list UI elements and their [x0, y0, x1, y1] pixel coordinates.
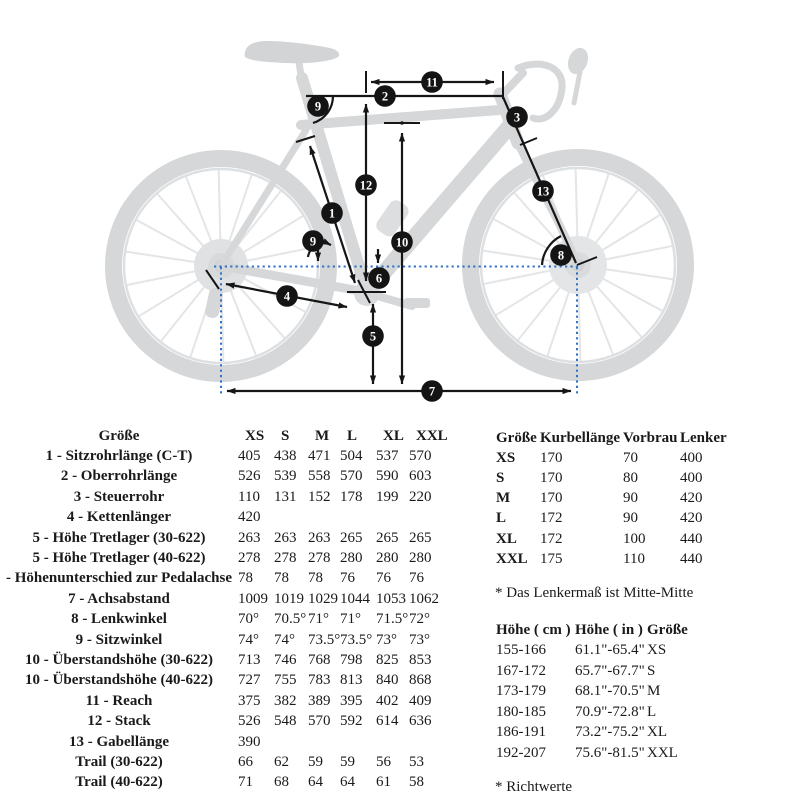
table-row — [496, 723, 711, 744]
cell-lenker: 440 — [680, 550, 703, 567]
cell-xs: 70° — [238, 611, 259, 628]
cell-xs: 1009 — [238, 590, 268, 607]
row-label: 2 - Oberrohrlänge — [60, 468, 178, 485]
cell-l: 504 — [340, 448, 363, 465]
svg-text:10: 10 — [395, 235, 409, 250]
cell-xl: 73° — [376, 631, 397, 648]
cell-lenker: 420 — [680, 490, 703, 507]
cell-vorbrau: 90 — [623, 510, 638, 527]
col-header-vorbrau: Vorbrau — [623, 429, 678, 446]
table-row — [0, 610, 450, 630]
cell-xl: 537 — [376, 448, 399, 465]
svg-text:4: 4 — [283, 289, 291, 304]
cell-m: 278 — [308, 550, 331, 567]
table-row — [0, 569, 450, 589]
cell-xl: 199 — [376, 488, 399, 505]
cell-kurbellaenge: 172 — [540, 530, 563, 547]
cell-height-in: 68.1"-70.5" — [575, 683, 645, 700]
svg-text:2: 2 — [381, 89, 389, 104]
cell-xl: 56 — [376, 753, 391, 770]
cell-m: 1029 — [308, 590, 338, 607]
cell-height-cm: 192-207 — [496, 744, 546, 761]
svg-text:8: 8 — [557, 248, 565, 263]
cell-m: 71° — [308, 611, 329, 628]
cell-xl — [376, 732, 409, 752]
cell-s: 70.5° — [274, 611, 307, 628]
cell-l — [340, 508, 376, 528]
cell-xs: 420 — [238, 509, 261, 526]
cell-xl: 76 — [376, 570, 391, 587]
svg-text:9: 9 — [314, 99, 322, 114]
col-header-m: M — [315, 427, 330, 444]
cell-height-in: 73.2"-75.2" — [575, 724, 645, 741]
table-row — [496, 641, 711, 662]
row-label: - Höhenunterschied zur Pedalachse — [6, 570, 232, 587]
row-label: 8 - Lenkwinkel — [71, 611, 167, 628]
table-row — [0, 732, 450, 752]
row-label: 5 - Höhe Tretlager (30-622) — [32, 529, 206, 546]
cell-xs: 78 — [238, 570, 253, 587]
cell-size: L — [496, 510, 507, 527]
cell-s: 539 — [274, 468, 297, 485]
cell-xl: 265 — [376, 529, 399, 546]
cell-s: 1019 — [274, 590, 304, 607]
cell-m — [308, 732, 340, 752]
row-label: 3 - Steuerrohr — [73, 488, 165, 505]
row-label: Trail (30-622) — [75, 753, 163, 770]
cell-l: 73.5° — [340, 631, 373, 648]
col-header-xxl: XXL — [416, 427, 448, 444]
table-row — [496, 743, 711, 764]
callout-6 — [368, 267, 390, 289]
components-table-header — [496, 428, 744, 448]
table-row — [496, 509, 744, 529]
row-label: 12 - Stack — [87, 713, 151, 730]
table-row — [0, 650, 450, 670]
row-label: 4 - Kettenlänger — [66, 509, 172, 526]
cell-xl: 590 — [376, 468, 399, 485]
cell-s: 382 — [274, 692, 297, 709]
header-row — [0, 426, 450, 446]
table-row — [496, 468, 744, 488]
cell-xs: 526 — [238, 468, 261, 485]
cell-l: 798 — [340, 651, 363, 668]
cell-xl: 614 — [376, 713, 399, 730]
cell-s: 68 — [274, 774, 289, 791]
cell-s: 746 — [274, 651, 297, 668]
cell-vorbrau: 90 — [623, 490, 638, 507]
callout-7 — [421, 380, 443, 402]
col-header-hoehe-cm: Höhe ( cm ) — [496, 621, 571, 638]
row-label: 9 - Sitzwinkel — [75, 631, 163, 648]
size-header: Größe — [98, 427, 140, 444]
table-row — [496, 448, 744, 468]
table-row — [0, 467, 450, 487]
cell-xxl: 265 — [409, 529, 432, 546]
cell-s — [274, 732, 308, 752]
header-row — [496, 620, 711, 641]
cell-m: 78 — [308, 570, 323, 587]
rear-derailleur — [204, 287, 224, 319]
cell-size: XS — [647, 642, 667, 659]
cell-l — [340, 732, 376, 752]
row-label: 1 - Sitzrohrlänge (C-T) — [45, 448, 193, 465]
cell-height-cm: 180-185 — [496, 703, 546, 720]
cell-l: 1044 — [340, 590, 370, 607]
table-row — [496, 682, 711, 703]
cell-s: 548 — [274, 713, 297, 730]
col-header-hoehe-in: Höhe ( in ) — [575, 621, 643, 638]
cell-kurbellaenge: 170 — [540, 490, 563, 507]
col-header-groesse: Größe — [647, 621, 688, 638]
cell-xs: 110 — [238, 488, 260, 505]
cell-lenker: 440 — [680, 530, 703, 547]
cell-xs: 74° — [238, 631, 259, 648]
cell-l: 813 — [340, 672, 363, 689]
col-header-l: L — [347, 427, 358, 444]
cell-size: XL — [647, 724, 667, 741]
svg-text:3: 3 — [513, 110, 521, 125]
callout-5 — [362, 325, 384, 347]
svg-text:1: 1 — [328, 206, 336, 221]
cell-xxl: 603 — [409, 468, 432, 485]
cell-height-in: 65.7"-67.7" — [575, 662, 645, 679]
cell-size: XL — [496, 530, 517, 547]
table-row — [496, 489, 744, 509]
cell-s: 78 — [274, 570, 289, 587]
size-table-body — [496, 641, 711, 764]
cell-l: 592 — [340, 713, 363, 730]
table-row — [0, 671, 450, 691]
cell-xs: 278 — [238, 550, 261, 567]
cell-xl — [376, 508, 409, 528]
guideline-note: * Richtwerte — [495, 779, 573, 795]
callout-2 — [374, 85, 396, 107]
stem — [502, 73, 523, 95]
cell-m: 389 — [308, 692, 331, 709]
handlebar-note: * Das Lenkermaß ist Mitte-Mitte — [495, 585, 694, 601]
cell-m: 64 — [308, 774, 323, 791]
brake-hood — [565, 46, 591, 103]
cell-xs: 263 — [238, 529, 261, 546]
callout-1 — [321, 202, 343, 224]
cell-s: 438 — [274, 448, 297, 465]
cell-l: 570 — [340, 468, 363, 485]
cell-xxl: 72° — [409, 611, 430, 628]
table-row — [0, 548, 450, 568]
cell-height-in: 75.6"-81.5" — [575, 744, 645, 761]
callout-9-seat-angle-bottom — [302, 230, 324, 252]
cell-xs: 66 — [238, 753, 253, 770]
cell-xxl: 53 — [409, 753, 424, 770]
cell-size: M — [496, 490, 511, 507]
cell-xl: 61 — [376, 774, 391, 791]
saddle — [245, 41, 339, 63]
cell-m: 783 — [308, 672, 331, 689]
cell-xxl: 853 — [409, 651, 432, 668]
cell-xl: 280 — [376, 550, 399, 567]
components-table-body — [496, 448, 744, 569]
cell-s: 74° — [274, 631, 295, 648]
table-row — [0, 487, 450, 507]
row-label: 13 - Gabellänge — [69, 733, 169, 750]
table-row — [496, 702, 711, 723]
cell-l: 280 — [340, 550, 363, 567]
cell-xs: 405 — [238, 448, 261, 465]
svg-text:11: 11 — [426, 75, 438, 90]
cell-m: 73.5° — [308, 631, 341, 648]
cell-size: XS — [496, 449, 516, 466]
cell-m — [308, 508, 340, 528]
cell-xxl — [409, 732, 450, 752]
cell-xxl: 1062 — [409, 590, 439, 607]
svg-text:7: 7 — [428, 384, 436, 399]
cell-xxl — [409, 508, 450, 528]
cell-xs: 727 — [238, 672, 261, 689]
cell-kurbellaenge: 172 — [540, 510, 563, 527]
cell-height-cm: 173-179 — [496, 683, 546, 700]
table-row — [0, 528, 450, 548]
col-header-xl: XL — [383, 427, 404, 444]
callout-13 — [532, 180, 554, 202]
col-header-xs: XS — [245, 427, 265, 444]
table-row — [0, 508, 450, 528]
cell-height-in: 61.1"-65.4" — [575, 642, 645, 659]
svg-text:13: 13 — [536, 184, 550, 199]
cell-height-cm: 155-166 — [496, 642, 546, 659]
cell-size: XXL — [496, 550, 528, 567]
cell-height-in: 70.9"-72.8" — [575, 703, 645, 720]
cell-xl: 1053 — [376, 590, 406, 607]
cell-xxl: 220 — [409, 488, 432, 505]
callout-4 — [276, 285, 298, 307]
cell-xxl: 73° — [409, 631, 430, 648]
table-row — [0, 752, 450, 772]
cell-lenker: 400 — [680, 449, 703, 466]
callout-3 — [506, 106, 528, 128]
cell-xl: 71.5° — [376, 611, 409, 628]
header-row — [496, 428, 744, 448]
cell-kurbellaenge: 175 — [540, 550, 563, 567]
cell-l: 76 — [340, 570, 355, 587]
col-header-groesse: Größe — [496, 429, 537, 446]
table-row — [0, 691, 450, 711]
cell-s — [274, 508, 308, 528]
cell-xl: 825 — [376, 651, 399, 668]
cell-m: 263 — [308, 529, 331, 546]
cell-lenker: 420 — [680, 510, 703, 527]
cell-xxl: 636 — [409, 713, 432, 730]
cell-l: 71° — [340, 611, 361, 628]
cell-l: 178 — [340, 488, 363, 505]
cell-vorbrau: 110 — [623, 550, 645, 567]
svg-text:12: 12 — [359, 178, 373, 193]
table-row — [0, 446, 450, 466]
table-row — [0, 589, 450, 609]
cell-xs: 375 — [238, 692, 261, 709]
cell-size: L — [647, 703, 657, 720]
cell-xs: 713 — [238, 651, 261, 668]
cell-s: 131 — [274, 488, 297, 505]
cell-height-cm: 186-191 — [496, 724, 546, 741]
size-recommendation-table — [496, 620, 711, 764]
cell-xs: 526 — [238, 713, 261, 730]
row-label: 11 - Reach — [85, 692, 153, 709]
cell-xxl: 76 — [409, 570, 424, 587]
callout-12 — [355, 174, 377, 196]
size-table-header — [496, 620, 711, 641]
cell-xxl: 58 — [409, 774, 424, 791]
cell-size: S — [496, 469, 505, 486]
cell-size: S — [647, 662, 656, 679]
cell-xl: 402 — [376, 692, 399, 709]
callout-11 — [421, 71, 443, 93]
svg-text:5: 5 — [369, 329, 377, 344]
col-header-s: S — [281, 427, 290, 444]
cell-xxl: 868 — [409, 672, 432, 689]
svg-text:6: 6 — [375, 271, 383, 286]
cell-m: 768 — [308, 651, 331, 668]
callout-8 — [550, 244, 572, 266]
cell-m: 570 — [308, 713, 331, 730]
table-row — [0, 711, 450, 731]
cell-kurbellaenge: 170 — [540, 449, 563, 466]
table-row — [496, 661, 711, 682]
row-label: 10 - Überstandshöhe (30-622) — [25, 651, 213, 668]
cell-l: 395 — [340, 692, 363, 709]
row-label: Trail (40-622) — [75, 774, 163, 791]
cell-m: 471 — [308, 448, 331, 465]
cell-xs: 71 — [238, 774, 253, 791]
cell-xxl: 409 — [409, 692, 432, 709]
table-row — [496, 529, 744, 549]
cell-size: M — [647, 683, 661, 700]
geometry-table-header — [0, 426, 450, 446]
geometry-table — [0, 426, 450, 793]
cell-xxl: 280 — [409, 550, 432, 567]
cell-s: 278 — [274, 550, 297, 567]
cell-lenker: 400 — [680, 469, 703, 486]
cell-xl: 840 — [376, 672, 399, 689]
svg-text:9: 9 — [309, 234, 317, 249]
cell-kurbellaenge: 170 — [540, 469, 563, 486]
cell-m: 152 — [308, 488, 331, 505]
cell-l: 64 — [340, 774, 355, 791]
cell-vorbrau: 100 — [623, 530, 646, 547]
table-row — [0, 773, 450, 793]
row-label: 7 - Achsabstand — [68, 590, 170, 607]
cell-size: XXL — [647, 744, 678, 761]
cell-l: 265 — [340, 529, 363, 546]
cell-s: 263 — [274, 529, 297, 546]
cell-height-cm: 167-172 — [496, 662, 546, 679]
callout-10 — [391, 231, 413, 253]
cell-l: 59 — [340, 753, 355, 770]
table-row — [496, 549, 744, 569]
row-label: 10 - Überstandshöhe (40-622) — [25, 672, 213, 689]
cell-s: 62 — [274, 753, 289, 770]
cell-xxl: 570 — [409, 448, 432, 465]
geometry-table-body — [0, 446, 450, 793]
pedal — [404, 298, 430, 308]
cell-s: 755 — [274, 672, 297, 689]
bike-silhouette — [114, 41, 686, 374]
dot-standover — [400, 121, 404, 125]
row-label: 5 - Höhe Tretlager (40-622) — [32, 550, 206, 567]
cell-m: 558 — [308, 468, 331, 485]
callout-9-seat-angle-top — [307, 95, 329, 117]
table-row — [0, 630, 450, 650]
cell-xs: 390 — [238, 733, 261, 750]
cell-m: 59 — [308, 753, 323, 770]
cell-vorbrau: 80 — [623, 469, 638, 486]
components-table — [496, 428, 744, 569]
cell-vorbrau: 70 — [623, 449, 638, 466]
col-header-lenker: Lenker — [680, 429, 727, 446]
col-header-kurbellaenge: Kurbellänge — [540, 429, 621, 446]
